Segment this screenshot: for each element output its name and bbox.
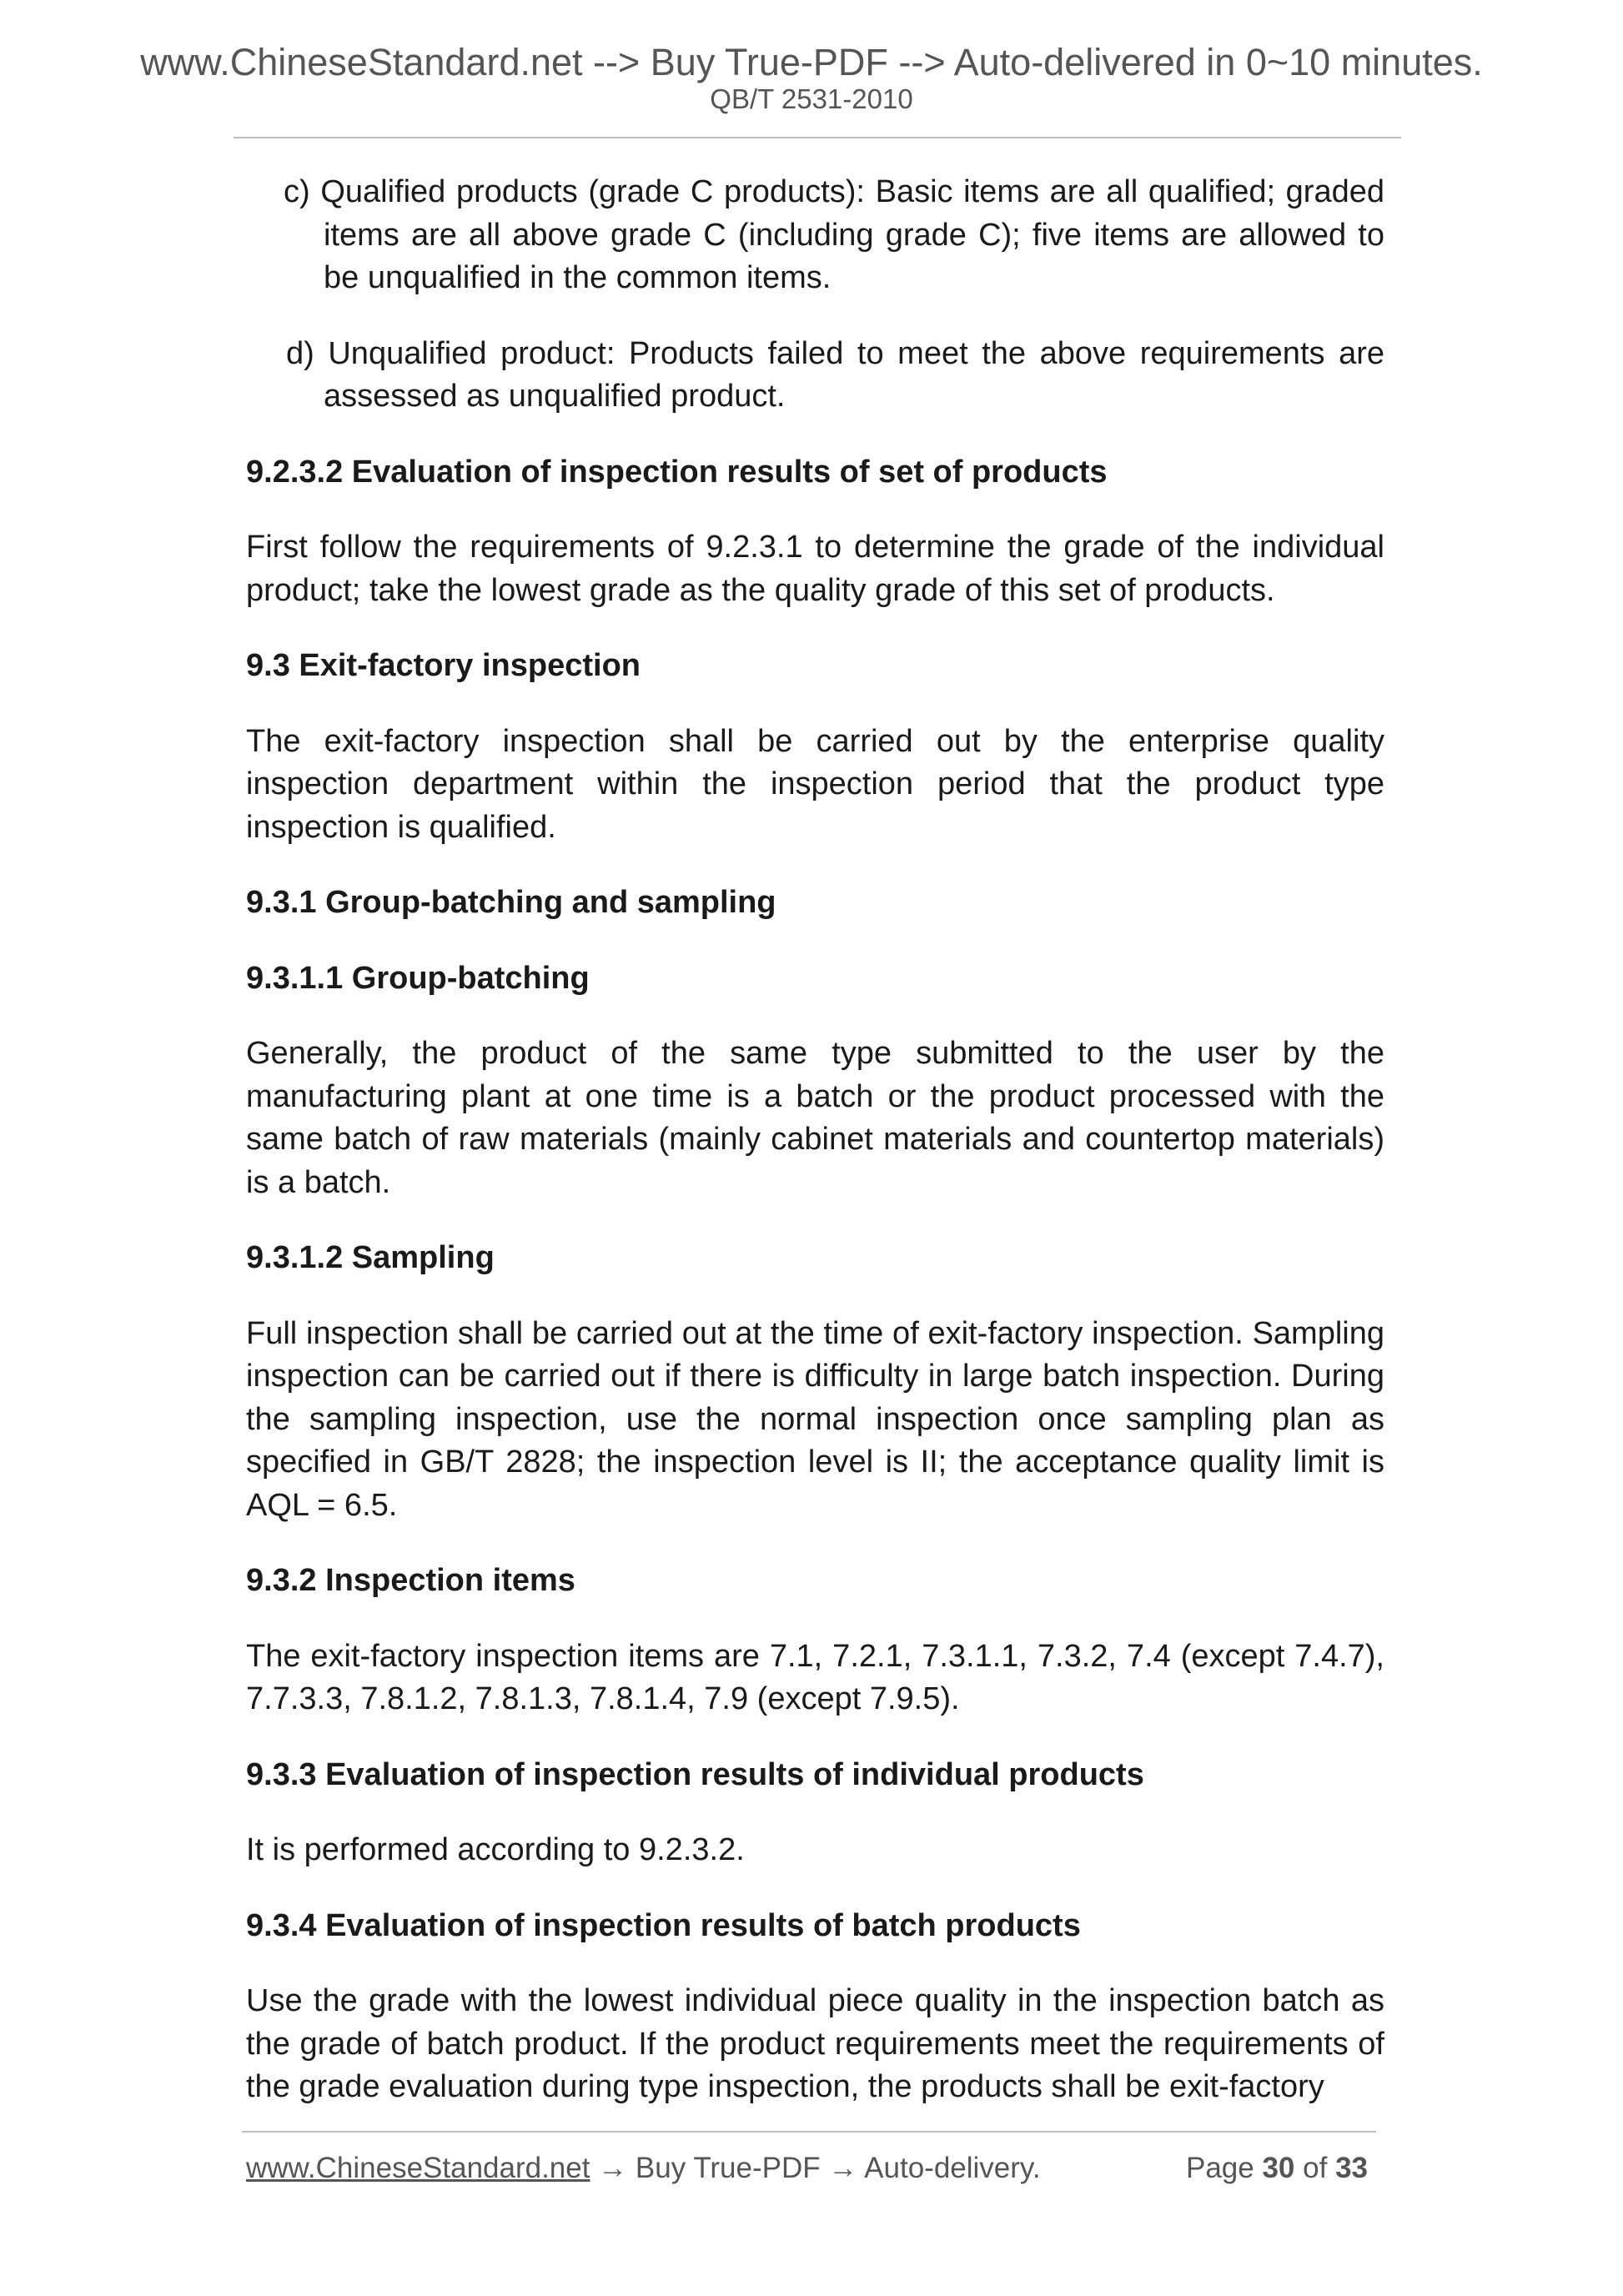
- page-total: 33: [1335, 2152, 1368, 2184]
- heading-9-2-3-2: 9.2.3.2 Evaluation of inspection results of set of products: [246, 454, 1108, 490]
- document-code: QB/T 2531-2010: [710, 83, 913, 114]
- footer-divider: [242, 2131, 1376, 2133]
- paragraph-9-2-3-2: First follow the requirements of 9.2.3.1 to determine the grade of the individual product; take the lowest grade as the quality grade of this set of products.: [246, 530, 1384, 608]
- paragraph-9-3-4: Use the grade with the lowest individual piece quality in the inspection batch as the grade of batch product. If the product requirements meet the requirements of the grade evaluation during type inspection, the products shall be exit-factory: [246, 1983, 1384, 2104]
- site-banner: www.ChineseStandard.net --> Buy True-PDF --> Auto-delivered in 0~10 minutes.: [140, 41, 1483, 83]
- heading-9-3-3: 9.3.3 Evaluation of inspection results of individual products: [246, 1756, 1144, 1792]
- footer-site-link[interactable]: www.ChineseStandard.net: [246, 2152, 590, 2184]
- header-divider: [234, 137, 1401, 138]
- page-body: [246, 171, 1384, 2142]
- heading-9-3: 9.3 Exit-factory inspection: [246, 648, 641, 683]
- page-footer: [246, 2153, 1384, 2183]
- heading-9-3-4: 9.3.4 Evaluation of inspection results of batch products: [246, 1907, 1081, 1943]
- paragraph-9-3-3: It is performed according to 9.2.3.2.: [246, 1832, 745, 1867]
- footer-tagline: → Buy True-PDF → Auto-delivery.: [590, 2152, 1041, 2184]
- paragraph-9-3-1-1: Generally, the product of the same type submitted to the user by the manufacturing plant at one time is a batch or the product processed with the same batch of raw materials (mainly cabinet materials and countertop materials) is a batch.: [246, 1036, 1384, 1200]
- heading-9-3-1-1: 9.3.1.1 Group-batching: [246, 960, 590, 996]
- heading-9-3-1-2: 9.3.1.2 Sampling: [246, 1240, 495, 1275]
- page-label: Page: [1185, 2152, 1254, 2184]
- page-number: [1186, 2153, 1368, 2183]
- paragraph-9-3-2: The exit-factory inspection items are 7.1, 7.2.1, 7.3.1.1, 7.3.2, 7.4 (except 7.4.7), 7.7.3.3, 7.8.1.2, 7.8.1.3, 7.8.1.4, 7.9 (except 7.9.5).: [246, 1638, 1384, 1716]
- list-item-c: c) Qualified products (grade C products): Basic items are all qualified; graded items are all above grade C (including grade C); five items are allowed to be unqualified in the common items.: [284, 174, 1384, 295]
- page-current: 30: [1262, 2152, 1295, 2184]
- list-item-d: d) Unqualified product: Products failed to meet the above requirements are assessed as unqualified product.: [286, 335, 1384, 414]
- paragraph-9-3-1-2: Full inspection shall be carried out at the time of exit-factory inspection. Sampling inspection can be carried out if there is difficulty in large batch inspection. During the sampling inspection, use the normal inspection once sampling plan as specified in GB/T 2828; the inspection level is II; the acceptance quality limit is AQL = 6.5.: [246, 1315, 1384, 1523]
- heading-9-3-2: 9.3.2 Inspection items: [246, 1563, 575, 1598]
- paragraph-9-3: The exit-factory inspection shall be carried out by the enterprise quality inspection department within the inspection period that the product type inspection is qualified.: [246, 723, 1384, 845]
- heading-9-3-1: 9.3.1 Group-batching and sampling: [246, 885, 776, 920]
- page-of: of: [1303, 2152, 1328, 2184]
